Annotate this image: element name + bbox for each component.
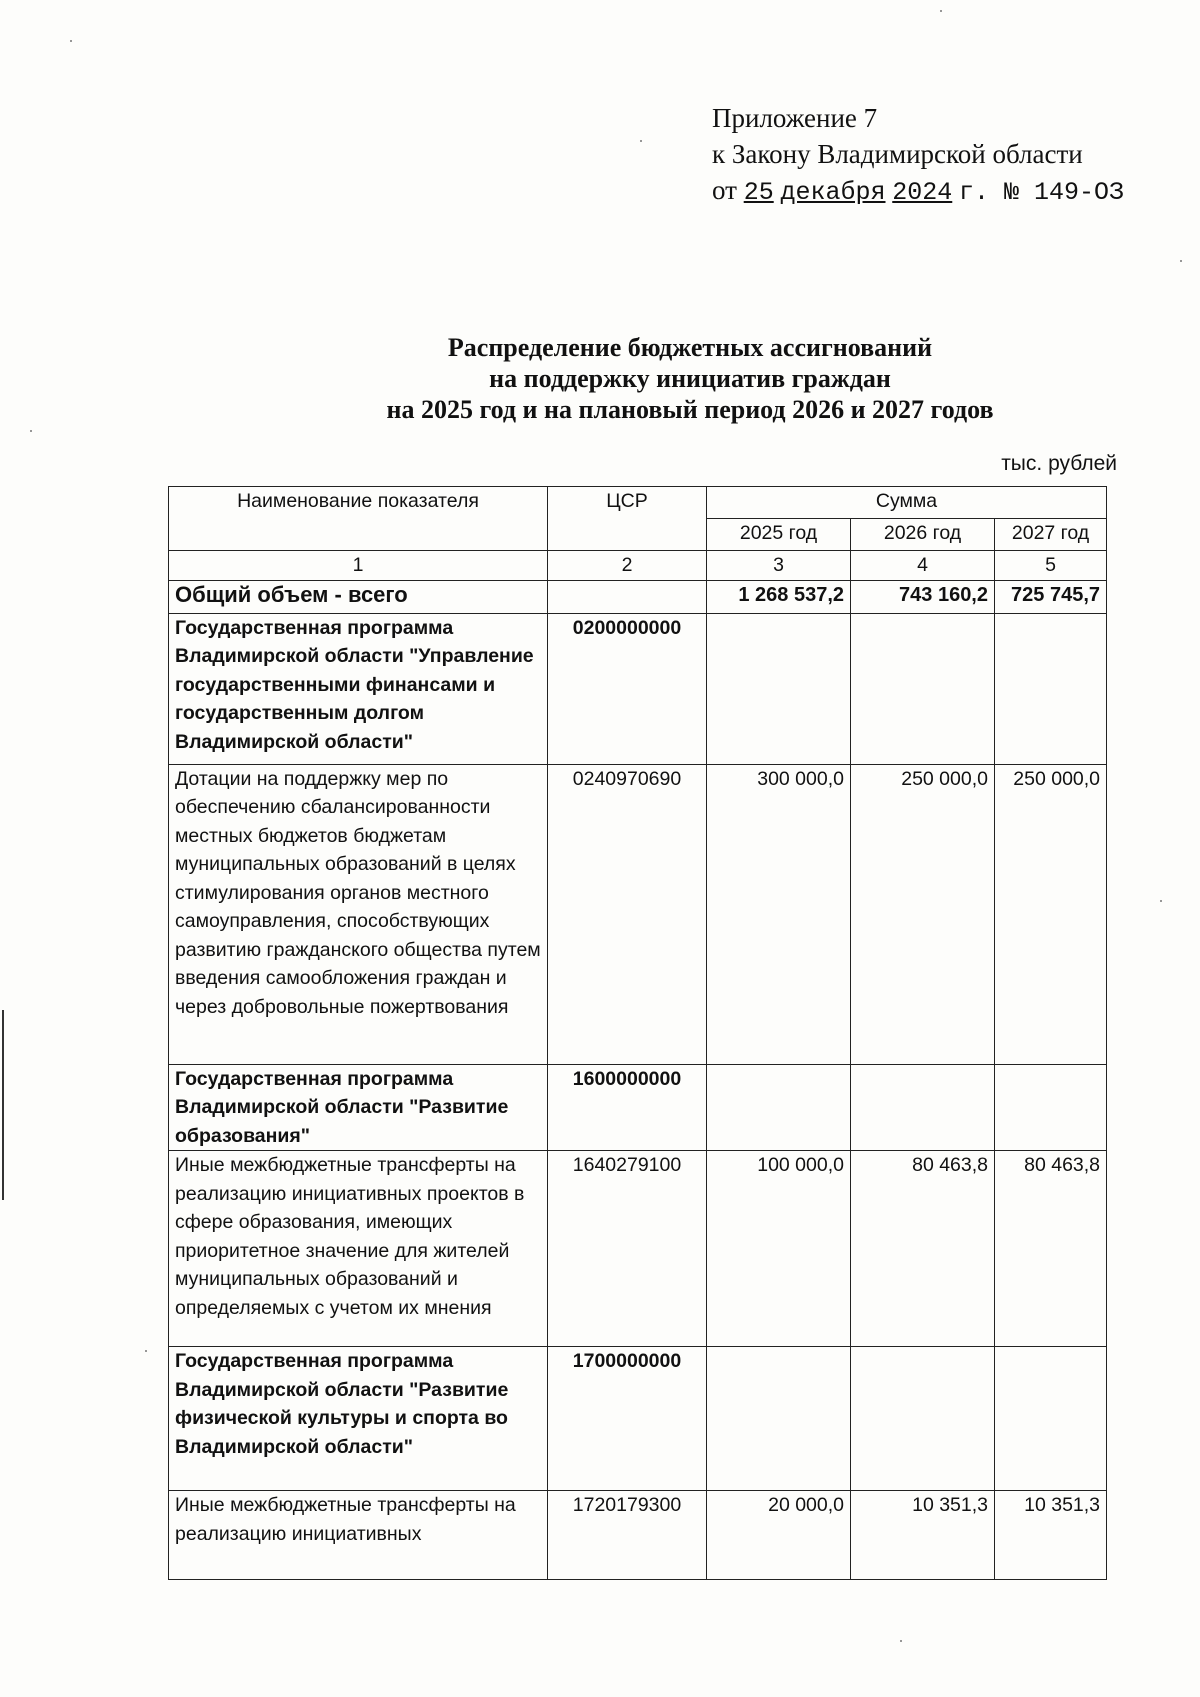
annex-date	[712, 172, 1124, 211]
scan-speck	[900, 1640, 902, 1642]
total-name: Общий объем - всего	[169, 580, 548, 613]
annex-date-month: декабря	[780, 178, 886, 207]
row-value-2026: 250 000,0	[851, 764, 995, 1064]
title-line-1: Распределение бюджетных ассигнований	[447, 333, 933, 362]
row-name: Иные межбюджетные трансферты на реализацию инициативных	[169, 1491, 548, 1580]
row-csr: 0240970690	[548, 764, 707, 1064]
row-csr: 1600000000	[548, 1064, 707, 1151]
scan-speck	[940, 10, 942, 12]
table-row	[169, 764, 1107, 1064]
scan-speck	[640, 140, 642, 142]
table-row	[169, 1064, 1107, 1151]
row-csr: 1720179300	[548, 1491, 707, 1580]
scan-speck	[145, 1350, 147, 1352]
total-csr	[548, 580, 707, 613]
row-value-2025: 100 000,0	[707, 1151, 851, 1347]
allocation-table	[168, 486, 1107, 1580]
col-number-3: 3	[707, 551, 851, 581]
row-value-2025	[707, 1347, 851, 1491]
header-sum: Сумма	[707, 487, 1107, 519]
header-year-2025: 2025 год	[707, 519, 851, 551]
total-row	[169, 580, 1107, 613]
row-csr: 1700000000	[548, 1347, 707, 1491]
row-value-2025	[707, 613, 851, 764]
document-title	[300, 332, 1080, 425]
row-value-2025: 300 000,0	[707, 764, 851, 1064]
row-value-2026: 10 351,3	[851, 1491, 995, 1580]
annex-date-day: 25	[743, 178, 774, 207]
row-name: Иные межбюджетные трансферты на реализацию инициативных проектов в сфере образования, имеющих приоритетное значение для жителей муниципальных образований и определяемых с учетом их мнения	[169, 1151, 548, 1347]
table-row	[169, 613, 1107, 764]
scan-speck	[30, 430, 32, 432]
annex-date-prefix: от	[712, 175, 737, 205]
header-name: Наименование показателя	[169, 487, 548, 551]
row-name: Государственная программа Владимирской области "Развитие физической культуры и спорта во Владимирской области"	[169, 1347, 548, 1491]
row-value-2026	[851, 1064, 995, 1151]
total-2025: 1 268 537,2	[707, 580, 851, 613]
scan-speck	[1180, 260, 1182, 262]
col-number-4: 4	[851, 551, 995, 581]
row-name: Государственная программа Владимирской области "Развитие образования"	[169, 1064, 548, 1151]
scan-edge-line	[2, 1010, 4, 1200]
row-value-2027: 80 463,8	[995, 1151, 1107, 1347]
annex-header	[712, 100, 1124, 211]
row-value-2027	[995, 1347, 1107, 1491]
table-row	[169, 1151, 1107, 1347]
row-value-2027: 10 351,3	[995, 1491, 1107, 1580]
row-value-2025: 20 000,0	[707, 1491, 851, 1580]
annex-law-number: г. № 149-ОЗ	[959, 178, 1125, 207]
row-csr: 1640279100	[548, 1151, 707, 1347]
scan-speck	[70, 40, 72, 42]
total-2026: 743 160,2	[851, 580, 995, 613]
row-value-2027	[995, 1064, 1107, 1151]
row-name: Дотации на поддержку мер по обеспечению сбалансированности местных бюджетов бюджетам муниципальных образований в целях стимулирования органов местного самоуправления, способствующих развитию гражданского общества путем введения самообложения граждан и через добровольные пожертвования	[169, 764, 548, 1064]
header-csr: ЦСР	[548, 487, 707, 551]
row-value-2025	[707, 1064, 851, 1151]
annex-law: к Закону Владимирской области	[712, 139, 1083, 169]
row-value-2027	[995, 613, 1107, 764]
col-number-5: 5	[995, 551, 1107, 581]
row-value-2027: 250 000,0	[995, 764, 1107, 1064]
row-value-2026	[851, 1347, 995, 1491]
table-row	[169, 1347, 1107, 1491]
col-number-1: 1	[169, 551, 548, 581]
title-line-2: на поддержку инициатив граждан	[489, 364, 891, 393]
col-number-2: 2	[548, 551, 707, 581]
units-label: тыс. рублей	[1001, 452, 1117, 475]
column-number-row	[169, 551, 1107, 581]
header-year-2026: 2026 год	[851, 519, 995, 551]
annex-number: Приложение 7	[712, 103, 878, 133]
title-line-3: на 2025 год и на плановый период 2026 и 2027 годов	[386, 395, 994, 424]
row-name: Государственная программа Владимирской области "Управление государственными финансами и государственным долгом Владимирской области"	[169, 613, 548, 764]
table-row	[169, 1491, 1107, 1580]
annex-date-year: 2024	[892, 178, 953, 207]
row-csr: 0200000000	[548, 613, 707, 764]
row-value-2026	[851, 613, 995, 764]
scan-speck	[1160, 900, 1162, 902]
total-2027: 725 745,7	[995, 580, 1107, 613]
header-year-2027: 2027 год	[995, 519, 1107, 551]
row-value-2026: 80 463,8	[851, 1151, 995, 1347]
